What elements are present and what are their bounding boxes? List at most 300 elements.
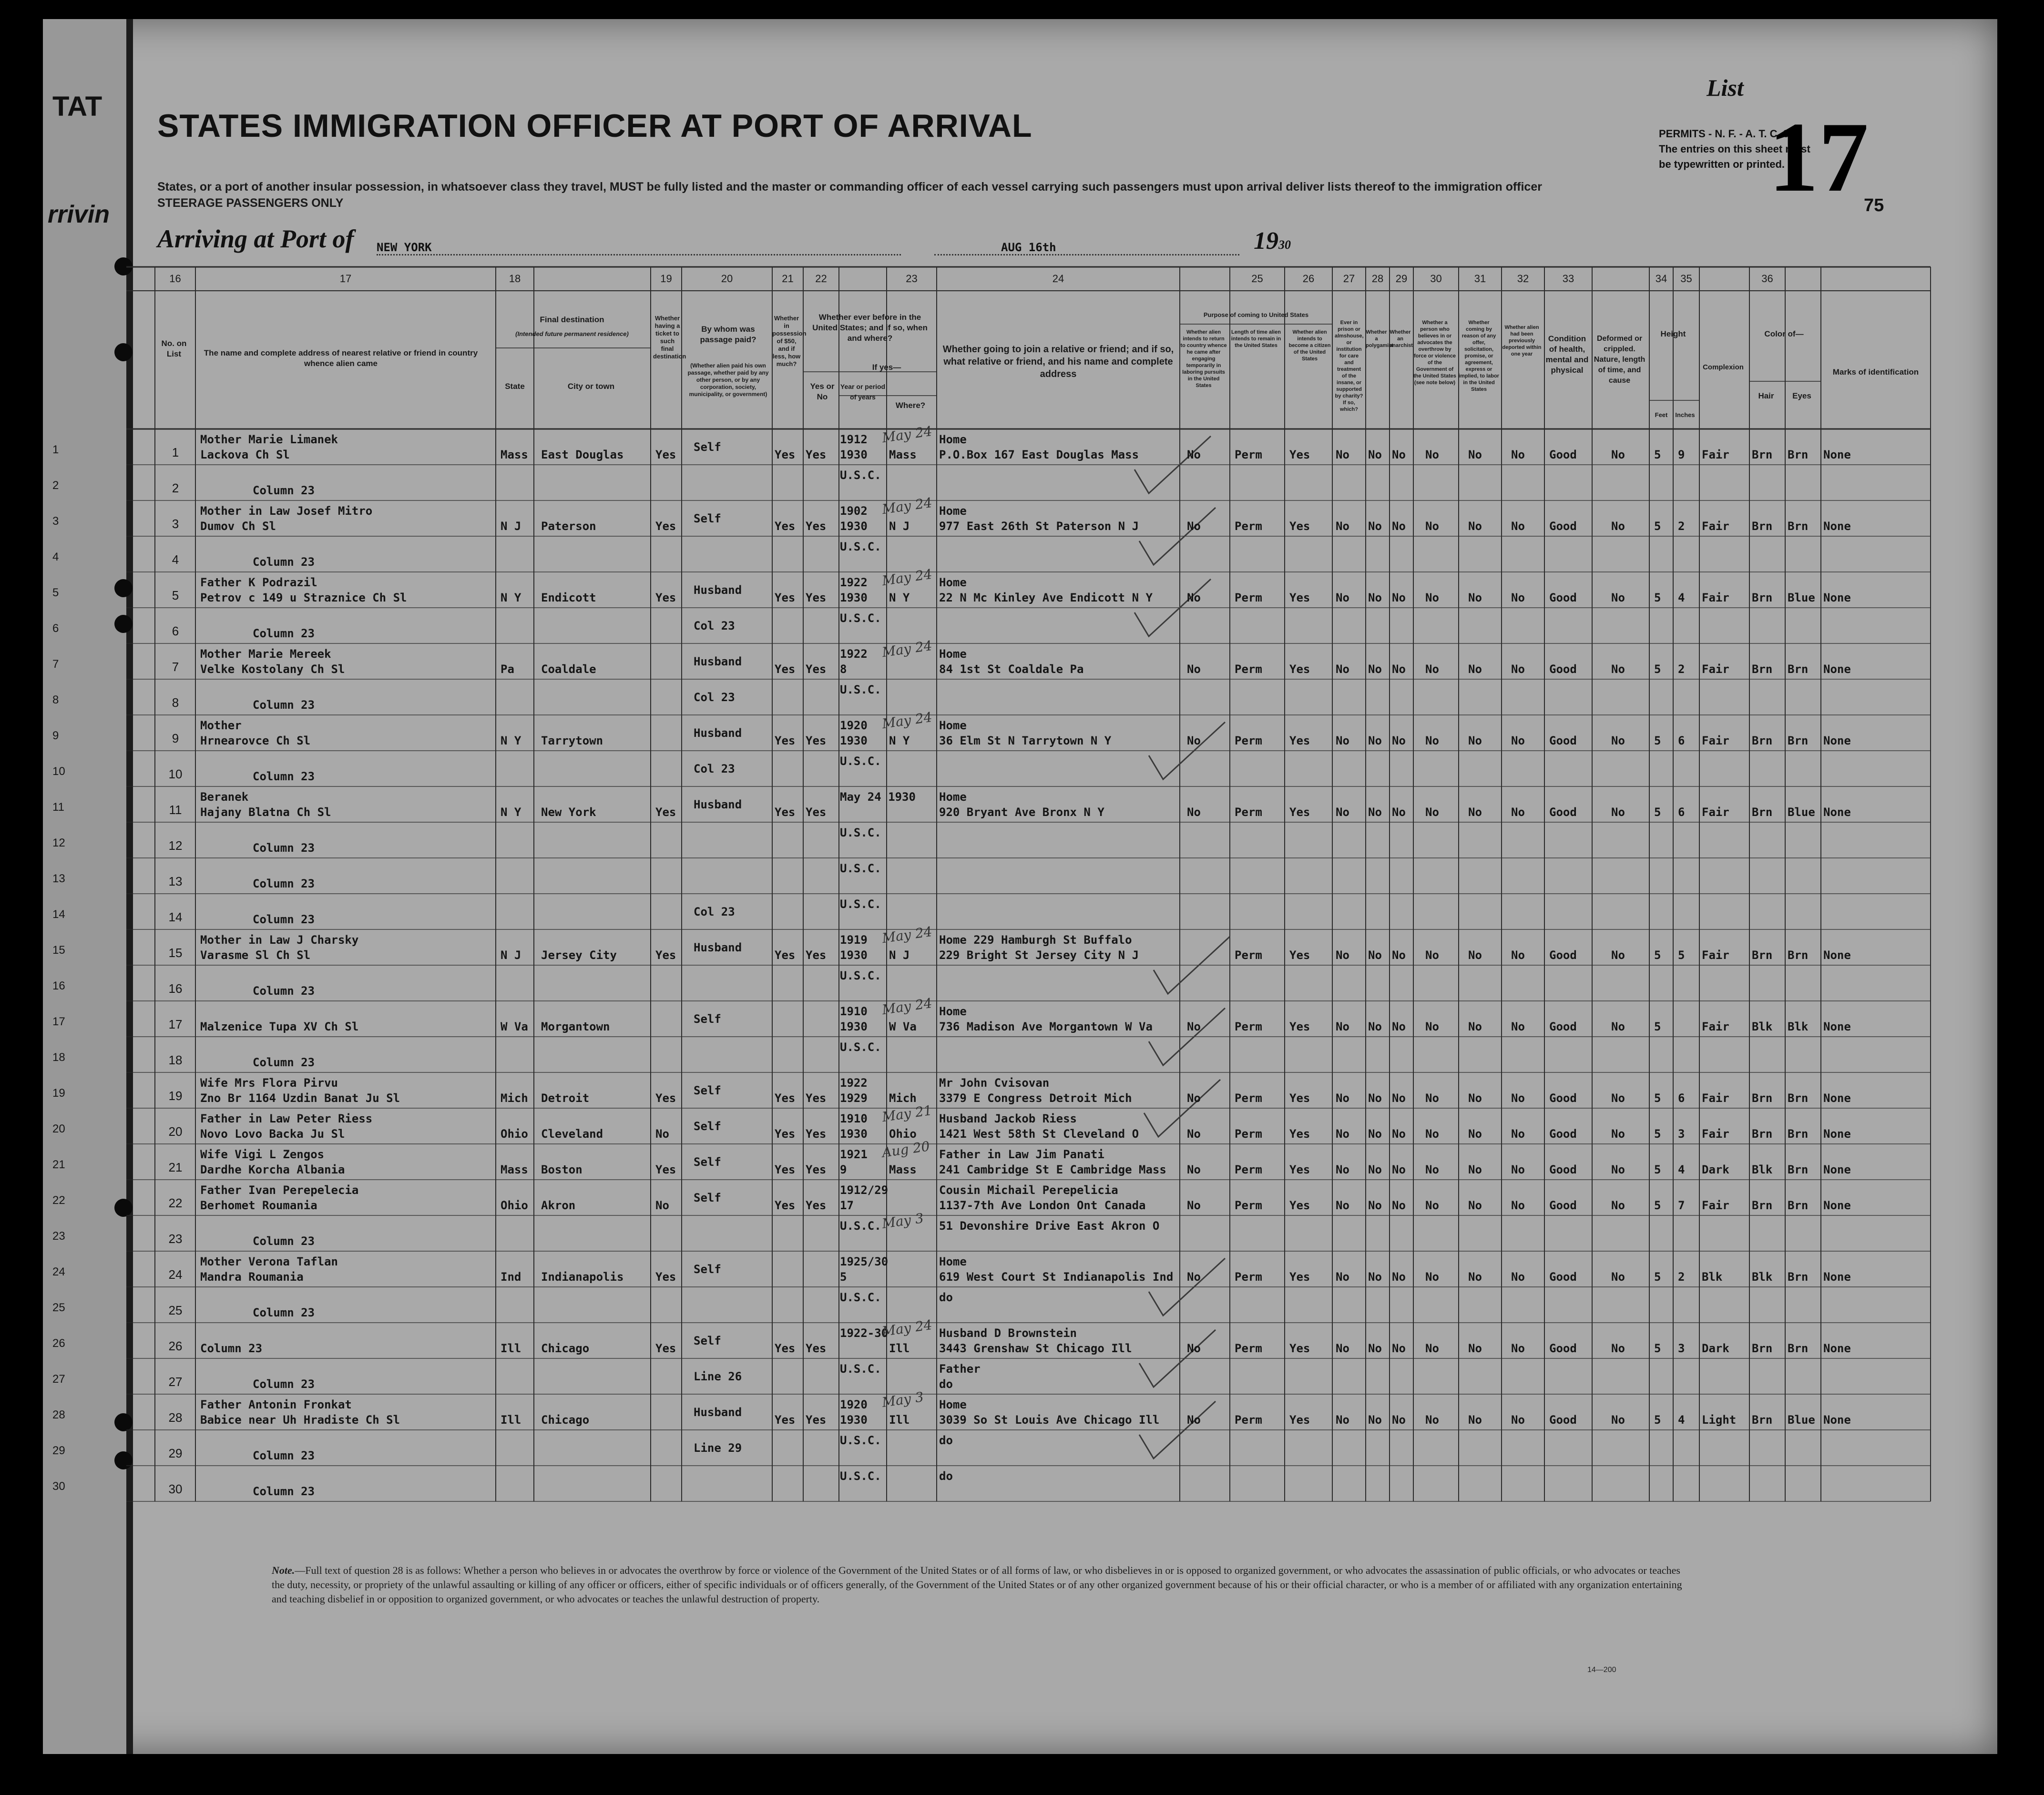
handwritten-annotation: May 3: [881, 1210, 925, 1232]
anarchist-value: No: [1392, 591, 1406, 604]
year-first: U.S.C.: [840, 1219, 881, 1233]
row-number: 21: [168, 1160, 183, 1174]
joining-relative: do: [939, 1291, 953, 1304]
overthrow-value: No: [1425, 1163, 1439, 1176]
joining-address: 3443 Grenshaw St Chicago Ill: [939, 1342, 1132, 1355]
year-first: U.S.C.: [840, 898, 881, 911]
relative-name: Wife Mrs Flora Pirvu: [200, 1076, 338, 1090]
prison-value: No: [1336, 1020, 1349, 1033]
left-row-number: 14: [52, 908, 65, 921]
header-ever-before: Whether ever before in the United States; and if so, when and where?: [812, 313, 928, 343]
year-first: 1920: [840, 1398, 868, 1411]
form-title: STATES IMMIGRATION OFFICER AT PORT OF ARRIVAL: [157, 108, 1032, 144]
destination-state: Mass: [501, 448, 528, 461]
steerage-label: STEERAGE PASSENGERS ONLY: [157, 196, 344, 210]
deformed-value: No: [1611, 1413, 1625, 1427]
purpose-citizen: Yes: [1289, 591, 1310, 604]
identification-marks: None: [1823, 1342, 1851, 1355]
list-label: List: [1707, 74, 1744, 101]
column-number: 29: [1395, 273, 1408, 285]
column-number: 30: [1430, 273, 1442, 285]
header-hair: Hair: [1758, 391, 1774, 400]
header-years: Year or period of years: [840, 383, 886, 401]
purpose-length: Perm: [1235, 1199, 1262, 1212]
left-row-number: 27: [52, 1373, 65, 1386]
row-number: 9: [172, 731, 179, 745]
overthrow-value: No: [1425, 1199, 1439, 1212]
complexion-value: Fair: [1702, 448, 1729, 461]
handwritten-annotation: May 24: [881, 566, 933, 589]
polygamist-value: No: [1368, 1163, 1382, 1176]
year-suffix: 30: [1278, 238, 1291, 252]
polygamist-value: No: [1368, 1127, 1382, 1141]
ever-before-value: Yes: [806, 591, 827, 604]
height-inches: 2: [1678, 1270, 1685, 1284]
complexion-value: Fair: [1702, 1199, 1729, 1212]
relative-name: Mother: [200, 719, 242, 732]
eye-color: Brn: [1788, 948, 1809, 962]
left-row-number: 12: [52, 836, 65, 849]
destination-city: Indianapolis: [541, 1270, 624, 1284]
year-first: U.S.C.: [840, 683, 881, 696]
money-value: Yes: [775, 520, 796, 533]
left-fragment-title: TAT: [52, 91, 102, 122]
year-prefix: 19: [1254, 227, 1278, 255]
left-row-number: 28: [52, 1408, 65, 1421]
header-purpose-return: Whether alien intends to return to country whence he came after engaging temporarily in laboring pursuits in the United States: [1180, 329, 1227, 388]
height-feet: 5: [1654, 1020, 1661, 1033]
passage-paid-by: Husband: [694, 1406, 742, 1419]
passage-paid-by: Line 29: [694, 1441, 742, 1455]
ever-before-value: Yes: [806, 448, 827, 461]
deformed-value: No: [1611, 734, 1625, 747]
hair-color: Brn: [1752, 591, 1773, 604]
left-row-number: 30: [52, 1480, 65, 1493]
deported-value: No: [1511, 1270, 1525, 1284]
previous-location: N Y: [889, 734, 910, 747]
destination-city: Tarrytown: [541, 734, 603, 747]
deported-value: No: [1511, 1163, 1525, 1176]
column-number: 26: [1302, 273, 1315, 285]
left-row-number: 11: [52, 801, 64, 814]
left-row-number: 4: [52, 551, 59, 563]
complexion-value: Fair: [1702, 663, 1729, 676]
inspector-checkmarks: [1134, 436, 1230, 1458]
complexion-value: Blk: [1702, 1270, 1723, 1284]
money-value: Yes: [775, 591, 796, 604]
year-last: 1930: [840, 520, 868, 533]
complexion-value: Fair: [1702, 520, 1729, 533]
health-value: Good: [1549, 1413, 1577, 1427]
prison-value: No: [1336, 591, 1349, 604]
year-last: 1930: [840, 1127, 868, 1141]
overthrow-value: No: [1425, 591, 1439, 604]
destination-state: Mich: [501, 1091, 528, 1105]
left-row-number: 23: [52, 1230, 65, 1243]
identification-marks: None: [1823, 663, 1851, 676]
joining-relative: Cousin Michail Perepelicia: [939, 1183, 1118, 1197]
hair-color: Brn: [1752, 948, 1773, 962]
joining-relative: Home: [939, 1255, 967, 1268]
deformed-value: No: [1611, 948, 1625, 962]
labor-offer-value: No: [1468, 1270, 1482, 1284]
row-number: 15: [168, 946, 183, 960]
deported-value: No: [1511, 734, 1525, 747]
passage-paid-by: Self: [694, 1012, 721, 1026]
row-number: 3: [172, 517, 179, 531]
year-first: 1919: [840, 933, 868, 947]
header-complexion: Complexion: [1703, 363, 1744, 371]
destination-state: N Y: [501, 806, 521, 819]
year-first: U.S.C.: [840, 1362, 881, 1376]
year-first: 1912/29: [840, 1183, 889, 1197]
purpose-citizen: Yes: [1289, 1127, 1310, 1141]
previous-location: Ill: [889, 1413, 910, 1427]
purpose-citizen: Yes: [1289, 1270, 1310, 1284]
relative-address: Hrnearovce Ch Sl: [200, 734, 311, 747]
port-value: NEW YORK: [377, 241, 432, 254]
joining-address: 36 Elm St N Tarrytown N Y: [939, 734, 1112, 747]
money-value: Yes: [775, 1127, 796, 1141]
year-first: 1910: [840, 1005, 868, 1018]
header-color-of: Color of—: [1764, 329, 1804, 338]
polygamist-value: No: [1368, 1199, 1382, 1212]
relative-address: Novo Lovo Backa Ju Sl: [200, 1127, 345, 1141]
header-labor-offer: Whether coming by reason of any offer, solicitation, promise, or agreement, express or implied, to labor in the United States: [1459, 320, 1499, 392]
joining-relative: Home: [939, 433, 967, 446]
money-value: Yes: [775, 948, 796, 962]
prison-value: No: [1336, 734, 1349, 747]
year-first: U.S.C.: [840, 862, 881, 875]
overthrow-value: No: [1425, 1270, 1439, 1284]
money-value: Yes: [775, 1413, 796, 1427]
identification-marks: None: [1823, 1199, 1851, 1212]
column-number: 28: [1371, 273, 1384, 285]
destination-city: Chicago: [541, 1413, 590, 1427]
footnote-label: Note.: [272, 1564, 295, 1576]
passage-paid-by: Husband: [694, 941, 742, 954]
purpose-citizen: Yes: [1289, 520, 1310, 533]
ticket-value: Yes: [655, 1091, 676, 1105]
ever-before-value: Yes: [806, 806, 827, 819]
passage-paid-by: Husband: [694, 726, 742, 740]
ticket-value: Yes: [655, 1342, 676, 1355]
destination-state: W Va: [501, 1020, 528, 1033]
polygamist-value: No: [1368, 1270, 1382, 1284]
deformed-value: No: [1611, 1127, 1625, 1141]
height-feet: 5: [1654, 448, 1661, 461]
year-first: 1902: [840, 504, 868, 518]
eye-color: Brn: [1788, 1270, 1809, 1284]
purpose-length: Perm: [1235, 1270, 1262, 1284]
labor-offer-value: No: [1468, 1127, 1482, 1141]
health-value: Good: [1549, 1270, 1577, 1284]
row-number: 10: [168, 767, 183, 781]
purpose-return: No: [1187, 1413, 1201, 1427]
complexion-value: Fair: [1702, 591, 1729, 604]
joining-address: 736 Madison Ave Morgantown W Va: [939, 1020, 1153, 1033]
anarchist-value: No: [1392, 448, 1406, 461]
header-deformed: Deformed or crippled. Nature, length of time, and cause: [1594, 335, 1645, 385]
left-row-number: 6: [52, 622, 59, 635]
money-value: Yes: [775, 1163, 796, 1176]
labor-offer-value: No: [1468, 806, 1482, 819]
handwritten-annotation: May 24: [881, 995, 933, 1018]
handwritten-annotation: Aug 20: [881, 1138, 931, 1161]
anarchist-value: No: [1392, 1413, 1406, 1427]
joining-address: 619 West Court St Indianapolis Ind: [939, 1270, 1174, 1284]
relative-name: Mother Verona Taflan: [200, 1255, 338, 1268]
ever-before-value: Yes: [806, 1413, 827, 1427]
year-first: U.S.C.: [840, 1040, 881, 1054]
ticket-value: No: [655, 1127, 669, 1141]
deformed-value: No: [1611, 1163, 1625, 1176]
health-value: Good: [1549, 1020, 1577, 1033]
height-feet: 5: [1654, 1127, 1661, 1141]
joining-relative: Home: [939, 1005, 967, 1018]
row-number: 26: [168, 1339, 183, 1353]
purpose-citizen: Yes: [1289, 663, 1310, 676]
relative-name: Father in Law Peter Riess: [200, 1112, 373, 1125]
joining-relative: Home: [939, 504, 967, 518]
ever-before-value: Yes: [806, 1199, 827, 1212]
row-number: 1: [172, 445, 179, 459]
relative-address: Column 23: [253, 877, 315, 890]
polygamist-value: No: [1368, 1091, 1382, 1105]
height-inches: 6: [1678, 1091, 1685, 1105]
hair-color: Blk: [1752, 1020, 1773, 1033]
handwritten-annotation: May 21: [881, 1102, 933, 1125]
deformed-value: No: [1611, 1020, 1625, 1033]
relative-address: Column 23: [253, 1449, 315, 1462]
hair-color: Brn: [1752, 1413, 1773, 1427]
hair-color: Brn: [1752, 806, 1773, 819]
column-number: 19: [660, 273, 672, 285]
ticket-value: Yes: [655, 1270, 676, 1284]
relative-address: Column 23: [253, 484, 315, 497]
header-eyes: Eyes: [1792, 391, 1811, 400]
relative-address: Column 23: [253, 1377, 315, 1391]
relative-address: Lackova Ch Sl: [200, 448, 290, 461]
left-row-number: 25: [52, 1301, 65, 1314]
joining-address: 241 Cambridge St E Cambridge Mass: [939, 1163, 1166, 1176]
ever-before-value: Yes: [806, 1127, 827, 1141]
ticket-value: Yes: [655, 948, 676, 962]
destination-city: East Douglas: [541, 448, 624, 461]
footnote: [272, 1563, 1692, 1606]
deformed-value: No: [1611, 1091, 1625, 1105]
passage-paid-by: Self: [694, 1334, 721, 1347]
column-number: 22: [815, 273, 827, 285]
year-first: 1922: [840, 1076, 868, 1090]
prison-value: No: [1336, 1127, 1349, 1141]
deformed-value: No: [1611, 591, 1625, 604]
row-number: 6: [172, 624, 179, 638]
height-inches: 2: [1678, 520, 1685, 533]
destination-city: New York: [541, 806, 596, 819]
health-value: Good: [1549, 663, 1577, 676]
height-inches: 3: [1678, 1127, 1685, 1141]
deformed-value: No: [1611, 663, 1625, 676]
header-deported: Whether alien had been previously deported within one year: [1502, 325, 1542, 357]
relative-address: Petrov c 149 u Straznice Ch Sl: [200, 591, 407, 604]
joining-relative: 51 Devonshire Drive East Akron O: [939, 1219, 1160, 1233]
joining-address: 1421 West 58th St Cleveland O: [939, 1127, 1139, 1141]
purpose-length: Perm: [1235, 1163, 1262, 1176]
year-first: U.S.C.: [840, 540, 881, 553]
left-row-number: 15: [52, 944, 65, 957]
joining-address: do: [939, 1377, 953, 1391]
row-number: 11: [169, 803, 182, 817]
anarchist-value: No: [1392, 806, 1406, 819]
relative-name: Father Antonin Fronkat: [200, 1398, 352, 1411]
column-number: 21: [782, 273, 794, 285]
relative-address: Column 23: [253, 1056, 315, 1069]
destination-city: Boston: [541, 1163, 583, 1176]
purpose-citizen: Yes: [1289, 1199, 1310, 1212]
header-where: Where?: [895, 401, 926, 410]
ever-before-value: Yes: [806, 948, 827, 962]
joining-relative: Home: [939, 1398, 967, 1411]
ever-before-value: Yes: [806, 1163, 827, 1176]
row-number: 29: [168, 1446, 183, 1460]
joining-relative: Father: [939, 1362, 981, 1376]
relative-name: Wife Vigi L Zengos: [200, 1148, 325, 1161]
purpose-return: No: [1187, 1020, 1201, 1033]
purpose-citizen: Yes: [1289, 448, 1310, 461]
polygamist-value: No: [1368, 948, 1382, 962]
year-last: 1930: [840, 448, 868, 461]
previous-location: Mass: [889, 1163, 917, 1176]
ever-before-value: Yes: [806, 520, 827, 533]
complexion-value: Fair: [1702, 1091, 1729, 1105]
year-first: U.S.C.: [840, 1434, 881, 1447]
passage-paid-by: Self: [694, 1155, 721, 1169]
left-row-number: 22: [52, 1194, 65, 1207]
header-health: Condition of health, mental and physical: [1545, 334, 1589, 375]
anarchist-value: No: [1392, 1127, 1406, 1141]
hair-color: Blk: [1752, 1163, 1773, 1176]
health-value: Good: [1549, 1127, 1577, 1141]
sheet-number: 75: [1864, 195, 1884, 215]
overthrow-value: No: [1425, 1413, 1439, 1427]
purpose-citizen: Yes: [1289, 1020, 1310, 1033]
year-first: 1925/30: [840, 1255, 889, 1268]
relative-address: Velke Kostolany Ch Sl: [200, 663, 345, 676]
purpose-return: No: [1187, 591, 1201, 604]
health-value: Good: [1549, 1163, 1577, 1176]
eye-color: Brn: [1788, 1127, 1809, 1141]
column-number: 36: [1761, 273, 1773, 285]
purpose-length: Perm: [1235, 1127, 1262, 1141]
year-last: 1930: [840, 1413, 868, 1427]
joining-relative: Home: [939, 790, 967, 804]
left-row-number: 29: [52, 1444, 65, 1457]
eye-color: Brn: [1788, 1163, 1809, 1176]
row-number: 23: [168, 1232, 183, 1246]
complexion-value: Fair: [1702, 1127, 1729, 1141]
height-feet: 5: [1654, 1091, 1661, 1105]
previous-location: W Va: [889, 1020, 917, 1033]
height-inches: 4: [1678, 1413, 1685, 1427]
passage-paid-by: Self: [694, 512, 721, 525]
anarchist-value: No: [1392, 1270, 1406, 1284]
relative-address: Babice near Uh Hradiste Ch Sl: [200, 1413, 400, 1427]
purpose-citizen: Yes: [1289, 1342, 1310, 1355]
row-number: 25: [168, 1303, 183, 1317]
left-row-number: 17: [52, 1015, 65, 1028]
year-last: 17: [840, 1199, 854, 1212]
year-first: May 24 1930: [840, 790, 916, 804]
destination-city: Chicago: [541, 1342, 590, 1355]
passage-paid-by: Col 23: [694, 762, 735, 775]
row-number: 13: [168, 874, 183, 888]
row-number: 7: [172, 660, 179, 674]
purpose-length: Perm: [1235, 1020, 1262, 1033]
purpose-length: Perm: [1235, 1342, 1262, 1355]
height-inches: 6: [1678, 734, 1685, 747]
row-number: 17: [168, 1017, 183, 1031]
relative-address: Zno Br 1164 Uzdin Banat Ju Sl: [200, 1091, 400, 1105]
height-feet: 5: [1654, 1163, 1661, 1176]
prison-value: No: [1336, 948, 1349, 962]
destination-state: Ill: [501, 1413, 521, 1427]
height-feet: 5: [1654, 1199, 1661, 1212]
passage-paid-by: Col 23: [694, 905, 735, 918]
passage-paid-by: Col 23: [694, 691, 735, 704]
labor-offer-value: No: [1468, 1413, 1482, 1427]
relative-address: Malzenice Tupa XV Ch Sl: [200, 1020, 359, 1033]
deported-value: No: [1511, 448, 1525, 461]
overthrow-value: No: [1425, 1127, 1439, 1141]
hair-color: Brn: [1752, 1199, 1773, 1212]
purpose-length: Perm: [1235, 448, 1262, 461]
eye-color: Blk: [1788, 1020, 1809, 1033]
prison-value: No: [1336, 1413, 1349, 1427]
header-destination-note: (Intended future permanent residence): [515, 330, 629, 337]
deported-value: No: [1511, 1199, 1525, 1212]
header-height: Height: [1660, 329, 1686, 338]
passage-paid-by: Col 23: [694, 619, 735, 632]
header-if-yes: If yes—: [872, 363, 901, 372]
relative-address: Column 23: [253, 627, 315, 640]
header-yes-no: Yes or No: [810, 382, 835, 401]
row-number: 2: [172, 481, 179, 495]
header-state: State: [505, 382, 525, 391]
left-fragment-arriving: rrivin: [48, 201, 110, 228]
relative-address: Mandra Roumania: [200, 1270, 304, 1284]
height-feet: 5: [1654, 663, 1661, 676]
destination-state: Mass: [501, 1163, 528, 1176]
relative-address: Column 23: [200, 1342, 263, 1355]
header-passage: By whom was passage paid?: [700, 325, 756, 344]
year-first: U.S.C.: [840, 1469, 881, 1483]
purpose-length: Perm: [1235, 1091, 1262, 1105]
year-last: 1929: [840, 1091, 868, 1105]
hair-color: Brn: [1752, 448, 1773, 461]
eye-color: Brn: [1788, 1342, 1809, 1355]
destination-state: N Y: [501, 734, 521, 747]
header-ticket: Whether having a ticket to such final destination: [653, 315, 686, 360]
permits-line: The entries on this sheet must: [1659, 143, 1810, 155]
deported-value: No: [1511, 1020, 1525, 1033]
year-first: U.S.C.: [840, 469, 881, 482]
deported-value: No: [1511, 1342, 1525, 1355]
destination-city: Akron: [541, 1199, 576, 1212]
row-number: 19: [168, 1089, 183, 1103]
column-number: 27: [1343, 273, 1355, 285]
destination-state: N J: [501, 948, 521, 962]
